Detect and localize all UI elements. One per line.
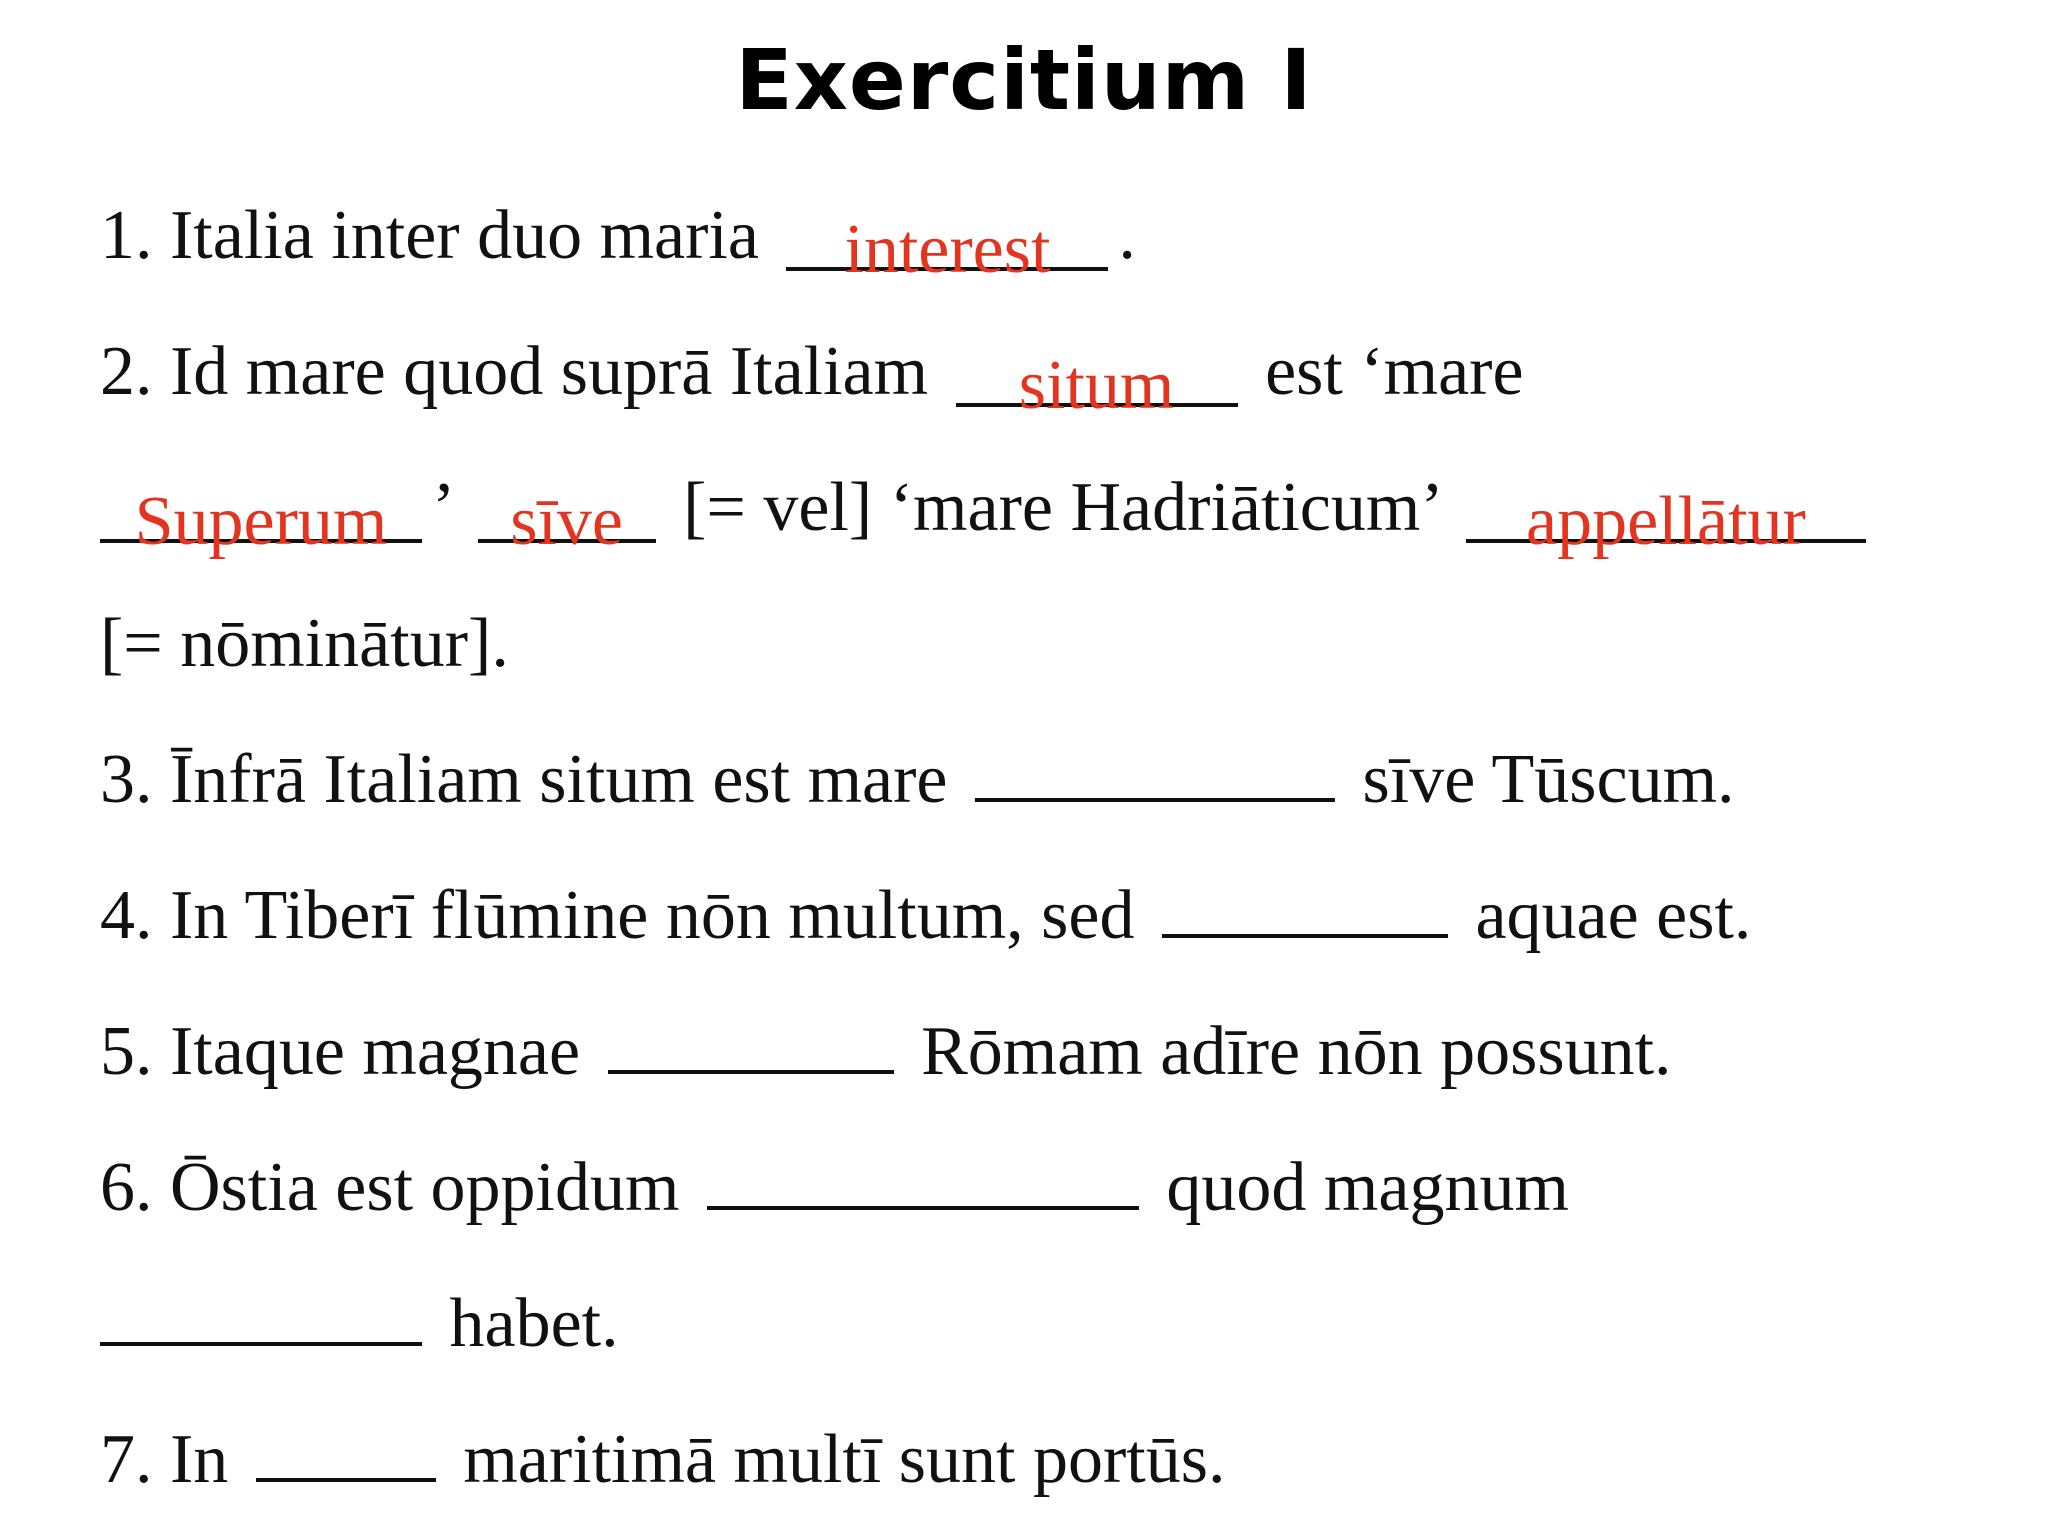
exercise-line-7 — [100, 984, 2000, 1120]
line-9-end: habet. — [449, 1285, 619, 1362]
exercise-line-4 — [100, 576, 2000, 712]
line-7-text: 5. Itaque magnae — [100, 1013, 581, 1090]
line-7-end: Rōmam adīre nōn possunt. — [921, 1013, 1672, 1090]
answer-interest: interest — [844, 211, 1051, 288]
line-3-text: [= vel] ‘mare Hadriāticum’ — [683, 469, 1439, 546]
line-6-text: 4. In Tiberī flūmine nōn multum, sed — [100, 877, 1135, 954]
blank-3[interactable] — [100, 477, 422, 560]
exercise-line-8 — [100, 1120, 2000, 1256]
line-5-end: sīve Tūscum. — [1362, 741, 1735, 818]
exercise-line-6 — [100, 848, 2000, 984]
blank-1[interactable] — [786, 205, 1108, 288]
exercise-title: Exercitium I — [735, 31, 1313, 129]
blank-7[interactable] — [1162, 872, 1448, 938]
blank-10[interactable] — [100, 1280, 422, 1346]
line-2-text: 2. Id mare quod suprā Italiam — [100, 333, 929, 410]
line-5-text: 3. Īnfrā Italiam situm est mare — [100, 741, 948, 818]
line-8-text: 6. Ōstia est oppidum — [100, 1149, 680, 1226]
blank-11[interactable] — [256, 1416, 436, 1482]
answer-superum: Superum — [134, 483, 388, 560]
exercise-line-2 — [100, 304, 2000, 440]
blank-6[interactable] — [975, 736, 1335, 802]
blank-5[interactable] — [1466, 477, 1866, 560]
closing-quote: ’ — [432, 469, 451, 546]
line-1-end: . — [1118, 197, 1136, 274]
blank-9[interactable] — [707, 1144, 1139, 1210]
answer-situm: situm — [1018, 347, 1175, 424]
exercise-line-10 — [100, 1392, 2000, 1528]
exercise-line-1 — [100, 168, 2000, 304]
line-1-text: 1. Italia inter duo maria — [100, 197, 759, 274]
blank-4[interactable] — [478, 477, 656, 560]
line-10-text: 7. In — [100, 1421, 229, 1498]
blank-8[interactable] — [608, 1008, 894, 1074]
exercise-line-9 — [100, 1256, 2000, 1392]
answer-sive: sīve — [510, 483, 623, 560]
line-8-end: quod magnum — [1166, 1149, 1569, 1226]
exercise-line-5 — [100, 712, 2000, 848]
line-10-end: maritimā multī sunt portūs. — [463, 1421, 1226, 1498]
line-4-text: [= nōminātur]. — [100, 605, 509, 682]
answer-appellatur: appellātur — [1526, 483, 1806, 560]
blank-2[interactable] — [956, 341, 1238, 424]
exercise-line-3 — [100, 440, 2000, 576]
exercise-body — [100, 168, 2000, 1528]
line-2-end: est ‘mare — [1265, 333, 1524, 410]
line-6-end: aquae est. — [1475, 877, 1752, 954]
